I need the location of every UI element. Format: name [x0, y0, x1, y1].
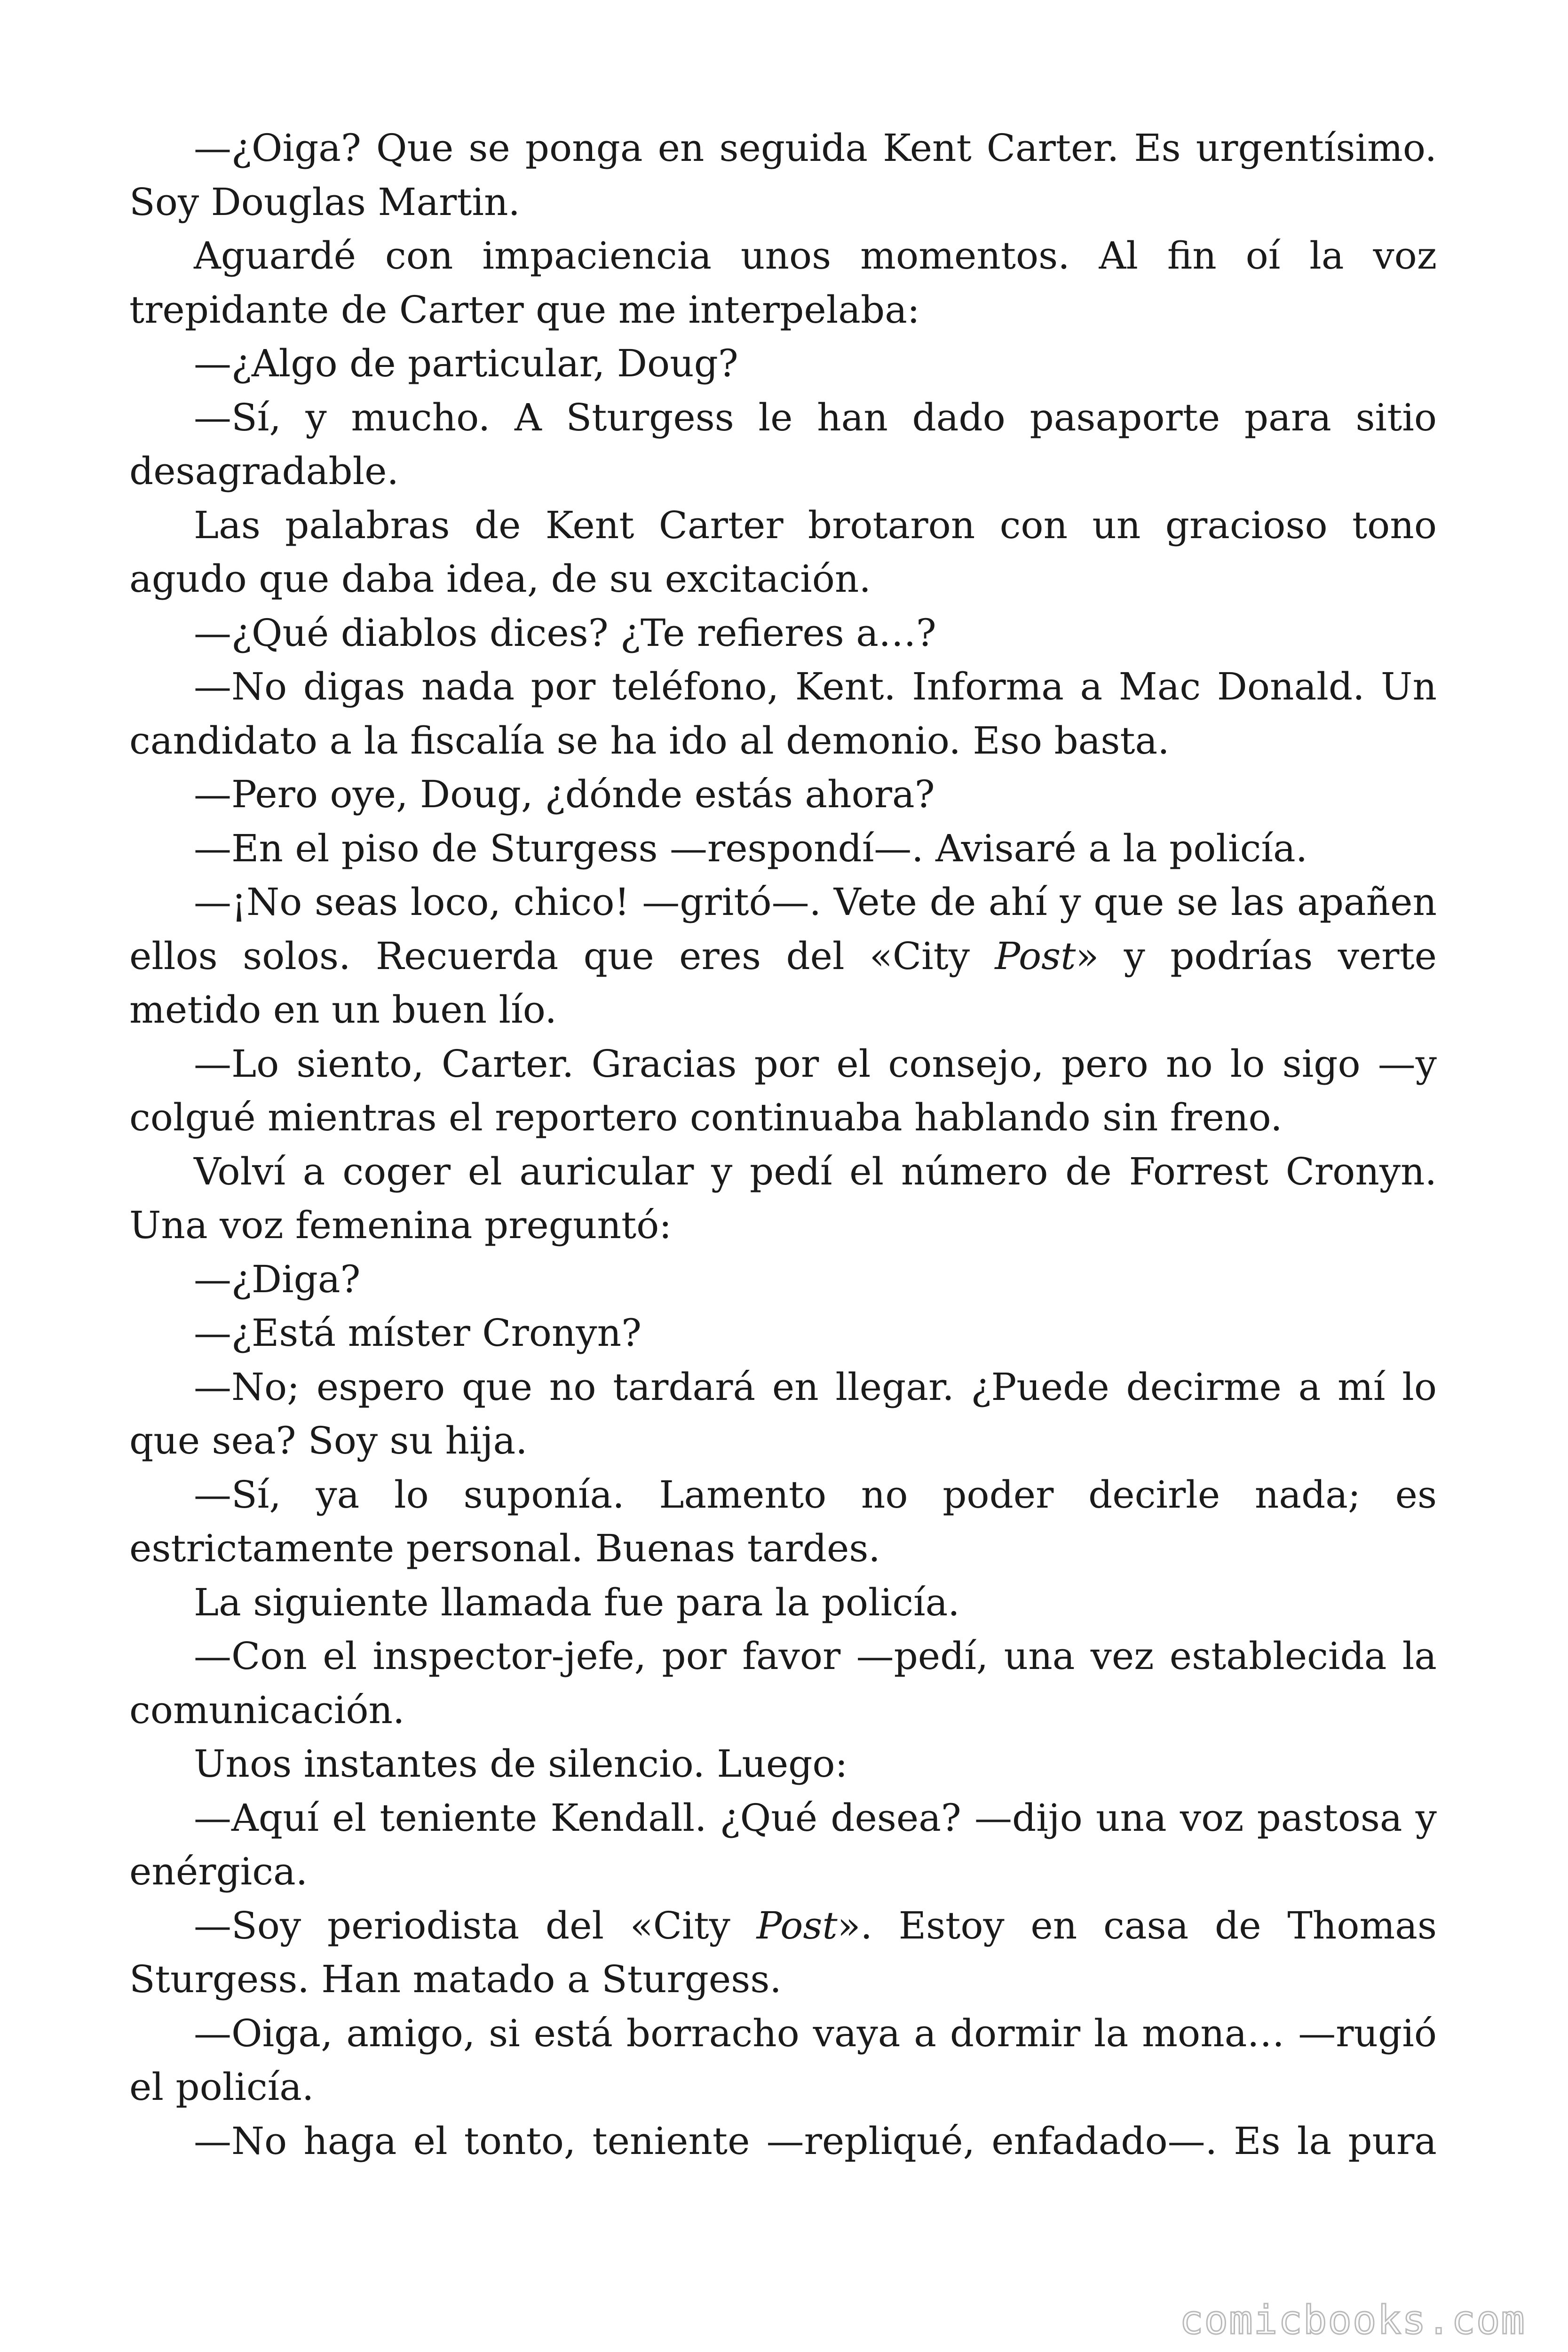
newspaper-title: Post — [995, 934, 1076, 978]
paragraph: —No digas nada por teléfono, Kent. Informa a Mac Donald. Un candidato a la fiscalía se ha ido al demonio. Eso basta. — [129, 665, 1437, 763]
paragraph: —Oiga, amigo, si está borracho vaya a dormir la mona… —rugió el policía. — [129, 2011, 1437, 2109]
paragraph-text: —Soy periodista del «City — [194, 1903, 757, 1947]
paragraph: —¿Está míster Cronyn? — [194, 1311, 642, 1355]
paragraph: —No haga el tonto, teniente —repliqué, enfadado—. Es la pura — [194, 2119, 1437, 2163]
paragraph: —Pero oye, Doug, ¿dónde estás ahora? — [194, 772, 935, 816]
site-watermark: comicbooks.com — [1179, 2297, 1526, 2343]
paragraph: —Aquí el teniente Kendall. ¿Qué desea? —dijo una voz pastosa y enérgica. — [129, 1796, 1437, 1893]
paragraph: —No; espero que no tardará en llegar. ¿Puede decirme a mí lo que sea? Soy su hija. — [129, 1365, 1437, 1462]
paragraph: —En el piso de Sturgess —respondí—. Avisaré a la policía. — [194, 826, 1308, 870]
paragraph: —¿Oiga? Que se ponga en seguida Kent Carter. Es urgentísimo. Soy Douglas Martin. — [129, 126, 1437, 224]
paragraph-text: —¡No seas loco, chico! —gritó—. Vete de ahí y que se las apañen ellos solos. Recuerda que eres del «City — [129, 880, 1437, 978]
paragraph: —Sí, ya lo suponía. Lamento no poder decirle nada; es estrictamente personal. Buenas tardes. — [129, 1472, 1437, 1570]
paragraph: Unos instantes de silencio. Luego: — [194, 1742, 848, 1786]
paragraph: Las palabras de Kent Carter brotaron con un gracioso tono agudo que daba idea, de su excitación. — [129, 503, 1437, 601]
paragraph: —¿Algo de particular, Doug? — [194, 342, 738, 385]
body-text — [129, 121, 1437, 2168]
newspaper-title: Post — [756, 1903, 838, 1947]
paragraph: —¿Diga? — [194, 1257, 361, 1301]
paragraph — [129, 875, 1437, 1037]
paragraph — [129, 1899, 1437, 2007]
paragraph: La siguiente llamada fue para la policía. — [194, 1580, 960, 1624]
paragraph: —Lo siento, Carter. Gracias por el consejo, pero no lo sigo —y colgué mientras el reportero continuaba hablando sin freno. — [129, 1041, 1437, 1139]
paragraph: —Con el inspector-jefe, por favor —pedí, una vez establecida la comunicación. — [129, 1634, 1437, 1732]
paragraph: —¿Qué diablos dices? ¿Te refieres a…? — [194, 611, 936, 655]
paragraph: Aguardé con impaciencia unos momentos. Al fin oí la voz trepidante de Carter que me interpelaba: — [129, 234, 1437, 332]
paragraph: —Sí, y mucho. A Sturgess le han dado pasaporte para sitio desagradable. — [129, 395, 1437, 493]
paragraph-text: ». Estoy en casa de Thomas Sturgess. Han matado a Sturgess. — [129, 1903, 1437, 2001]
paragraph: Volví a coger el auricular y pedí el número de Forrest Cronyn. Una voz femenina preguntó: — [129, 1149, 1437, 1247]
paragraph-text: » y podrías verte metido en un buen lío. — [129, 934, 1437, 1032]
